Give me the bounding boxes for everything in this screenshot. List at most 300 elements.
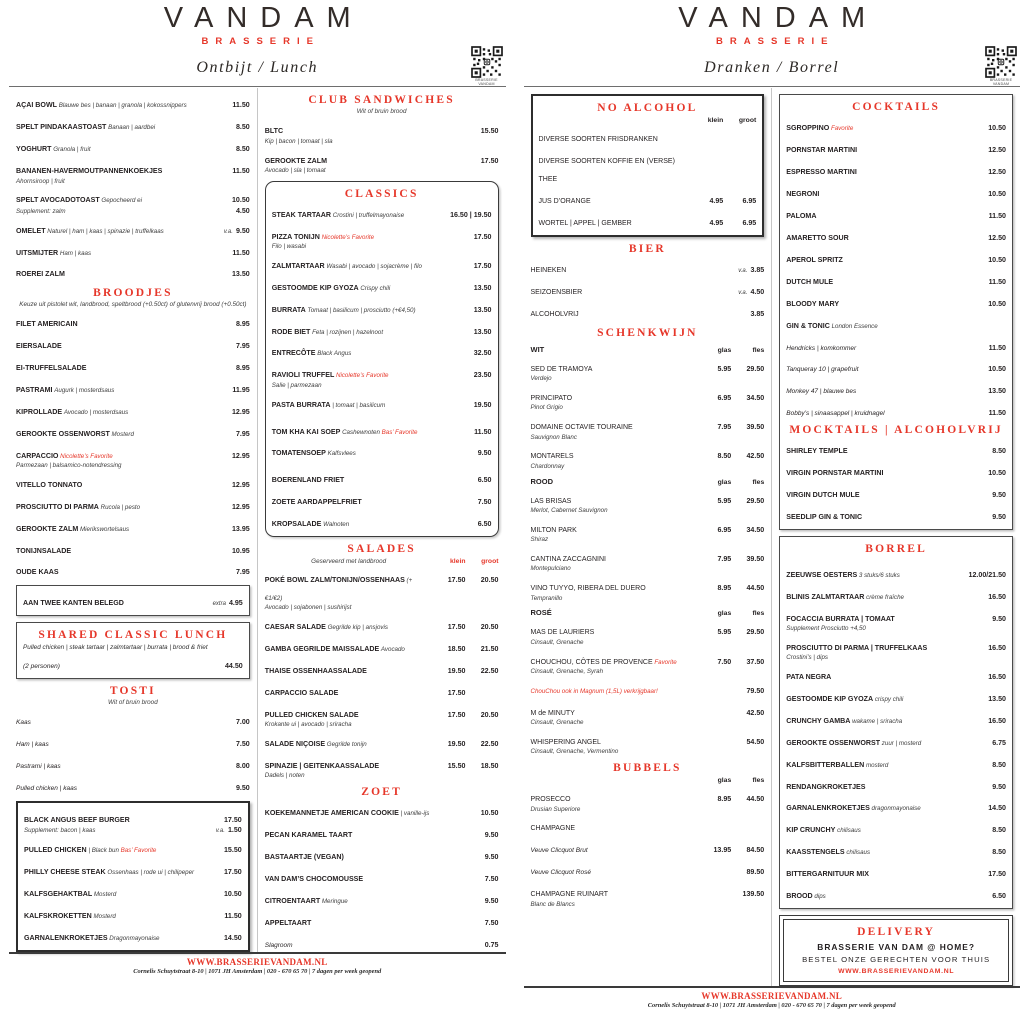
header-divider <box>9 86 506 87</box>
menu-item <box>531 817 765 835</box>
item-price: 42.50 <box>731 710 764 718</box>
menu-item <box>16 540 250 558</box>
item-subline <box>265 605 499 612</box>
item-name: BLTC <box>265 127 283 135</box>
item-price: 10.50 <box>988 257 1006 265</box>
item-name: Veuve Clicquot Rosé <box>531 869 591 876</box>
item-subline <box>531 508 765 515</box>
item-price: 4.95 <box>690 220 723 228</box>
item-sub-desc: Supplement: bacon | kaas <box>24 828 213 835</box>
menu-item <box>24 839 242 857</box>
item-name: M de MINUTY <box>531 710 575 717</box>
item-name: SPELT PINDAKAASTOAST <box>16 123 106 131</box>
menu-item <box>786 732 1006 750</box>
item-subline <box>265 139 499 146</box>
item-price: 17.50 <box>224 869 242 877</box>
item-price: 9.50 <box>485 832 499 840</box>
item-price: 6.50 <box>478 521 492 529</box>
item-name: PHILLY CHEESE STEAK <box>24 868 106 876</box>
item-price: 5.95 <box>698 498 731 506</box>
item-name: PALOMA <box>786 212 816 220</box>
menu-item <box>786 358 1006 376</box>
item-name: EI-TRUFFELSALADE <box>16 364 87 372</box>
item-price: 29.50 <box>731 366 764 374</box>
item-price: 42.50 <box>731 453 764 461</box>
footer-divider <box>9 952 506 954</box>
item-sub-desc: Chardonnay <box>531 464 765 471</box>
item-price: 39.50 <box>731 424 764 432</box>
column-left <box>524 88 772 986</box>
qr-code-icon <box>472 47 502 77</box>
menu-item <box>786 608 1006 626</box>
item-desc: | vanille-ijs <box>399 810 430 817</box>
item-price: 6.50 <box>992 893 1006 901</box>
menu-item <box>786 484 1006 502</box>
item-name: KIPROLLADE <box>16 408 62 416</box>
menu-item <box>265 704 499 722</box>
menu-line: Pulled chicken | steak tartaar | zalmtartaar | burrata | brood & friet <box>23 644 243 652</box>
price-columns-header <box>531 608 765 617</box>
item-subline <box>531 566 765 573</box>
menu-section <box>531 327 765 339</box>
item-price: 17.50 <box>474 263 492 271</box>
item-price: 1.50 <box>228 827 242 835</box>
item-name: CHAMPAGNE RUINART <box>531 891 609 898</box>
item-price: 0.75 <box>485 942 499 950</box>
item-price: 19.50 <box>433 668 466 676</box>
menu-item <box>531 358 765 376</box>
item-price: 4.95 <box>690 198 723 206</box>
item-name: YOGHURT <box>16 145 51 153</box>
item-subline <box>531 720 765 727</box>
section-title: BROODJES <box>16 287 250 299</box>
item-price: 15.50 <box>433 763 466 771</box>
menu-item <box>265 120 499 138</box>
menu-item <box>531 702 765 720</box>
item-sub-desc: Shiraz <box>531 537 765 544</box>
item-name: BLOODY MARY <box>786 300 839 308</box>
item-price: 5.95 <box>698 366 731 374</box>
menu-item <box>24 927 242 945</box>
item-price: 12.00/21.50 <box>969 572 1006 580</box>
menu-item <box>265 890 499 908</box>
menu-section <box>16 94 250 281</box>
menu-section <box>531 345 765 471</box>
item-favorite: Favorite <box>829 125 853 132</box>
menu-item <box>265 616 499 634</box>
section-title: TOSTI <box>16 685 250 697</box>
item-name: PASTA BURRATA <box>272 401 331 409</box>
menu-item <box>16 379 250 397</box>
menu-item <box>786 183 1006 201</box>
item-price: 32.50 <box>474 350 492 358</box>
item-name: ZALMTARTAAR <box>272 262 325 270</box>
menu-item <box>786 117 1006 135</box>
item-subline <box>531 435 765 442</box>
menu-box <box>16 801 250 952</box>
item-subline <box>531 749 765 756</box>
item-sub-desc: Ahornsiroop | fruit <box>16 179 250 186</box>
item-name: CARPACCIO SALADE <box>265 689 339 697</box>
item-price: 13.50 <box>232 271 250 279</box>
item-sub-desc: Crostini’s | dips <box>786 655 1006 662</box>
menu-item <box>786 710 1006 728</box>
item-price: 12.50 <box>988 235 1006 243</box>
item-price: 6.95 <box>698 527 731 535</box>
item-desc: | Black bun <box>87 847 119 854</box>
item-name: BANANEN-HAVERMOUTPANNENKOEKJES <box>16 167 162 175</box>
menu-item <box>272 299 492 317</box>
menu-section <box>265 786 499 951</box>
item-subline <box>531 640 765 647</box>
item-name: VINO TUYYO, RIBERA DEL DUERO <box>531 585 646 592</box>
section-title: SALADES <box>265 543 499 555</box>
item-price: 10.50 <box>988 366 1006 374</box>
column-right <box>257 88 506 951</box>
menu-item <box>786 819 1006 837</box>
menu-item <box>272 469 492 487</box>
price-col-label: fles <box>731 479 764 486</box>
item-subline <box>272 244 492 251</box>
item-sub-desc: Parmezaan | balsamico-notendressing <box>16 463 250 470</box>
menu-item <box>23 655 243 673</box>
item-price: 6.95 <box>723 220 756 228</box>
menu-line: WWW.BRASSERIEVANDAM.NL <box>790 968 1002 975</box>
menu-item <box>16 496 250 514</box>
item-price: 16.50 <box>988 674 1006 682</box>
item-name: AÇAI BOWL <box>16 101 57 109</box>
menu-box <box>16 622 250 679</box>
item-price: 18.50 <box>433 646 466 654</box>
item-price: 10.50 <box>988 125 1006 133</box>
item-sub-desc: Pinot Grigio <box>531 405 765 412</box>
price-columns-header <box>531 777 765 784</box>
menu-item <box>272 204 492 222</box>
item-price: 19.50 <box>433 741 466 749</box>
item-price: 16.50 | 19.50 <box>450 212 491 220</box>
section-title: CLASSICS <box>272 188 492 200</box>
page-ontbijt-lunch <box>0 0 515 728</box>
footer-website: WWW.BRASSERIEVANDAM.NL <box>524 991 1021 1001</box>
menu-item <box>24 883 242 901</box>
item-name: PIZZA TONIJN <box>272 233 320 241</box>
item-price: 12.95 <box>232 482 250 490</box>
menu-item <box>531 259 765 277</box>
menu-item <box>16 242 250 260</box>
item-name: PASTRAMI <box>16 386 53 394</box>
price-columns-header <box>531 477 765 486</box>
item-price: 139.50 <box>731 891 764 899</box>
menu-item <box>531 788 765 806</box>
item-name: VIRGIN PORNSTAR MARTINI <box>786 469 883 477</box>
item-desc: Mosterd <box>92 913 116 920</box>
menu-item <box>531 731 765 749</box>
item-price: 11.50 <box>989 345 1006 353</box>
menu-item <box>16 335 250 353</box>
qr-code-icon <box>986 47 1016 77</box>
menu-item <box>265 569 499 605</box>
item-sub-desc: Cinsault, Grenache <box>531 720 765 727</box>
item-sub-desc: Supplement: zalm <box>16 209 236 216</box>
item-name: KALFSKROKETTEN <box>24 912 92 920</box>
item-desc: Ossenhaas | rode ui | chilipeper <box>106 869 195 876</box>
item-price: 8.50 <box>992 849 1006 857</box>
item-desc: Meringue <box>320 898 348 905</box>
item-price-note: v.a. <box>738 268 747 275</box>
menu-item <box>272 513 492 531</box>
item-name: SEEDLIP GIN & TONIC <box>786 513 862 521</box>
item-desc: zuur | mosterd <box>880 740 921 747</box>
menu-item <box>786 271 1006 289</box>
item-name: SGROPPINO <box>786 124 829 132</box>
item-price: 4.50 <box>236 208 250 216</box>
item-name: Bobby’s | sinaasappel | kruidnagel <box>786 410 884 417</box>
item-name: AAN TWEE KANTEN BELEGD <box>23 599 124 607</box>
item-price: 16.50 <box>988 594 1006 602</box>
item-name: Veuve Clicquot Brut <box>531 847 588 854</box>
item-sub-desc: Krokante ui | avocado | sriracha <box>265 722 499 729</box>
item-price: 9.50 <box>992 492 1006 500</box>
item-price: 11.50 <box>474 429 491 437</box>
footer-contact-info: Cornelis Schuytstraat 8-10 | 1071 JH Amsterdam | 020 - 670 65 70 | 7 dagen per week geopend <box>524 1002 1021 1009</box>
item-name: ROEREI ZALM <box>16 270 65 278</box>
item-name: GEROOKTE ZALM <box>16 525 78 533</box>
menu-item <box>786 380 1006 398</box>
item-name: APEROL SPRITZ <box>786 256 843 264</box>
item-favorite: Favorite <box>653 659 677 666</box>
item-price: 89.50 <box>731 869 764 877</box>
item-price: 22.50 <box>466 741 499 749</box>
item-name: RODE BIET <box>272 328 311 336</box>
menu-item <box>16 189 250 207</box>
item-name: PATA NEGRA <box>786 673 831 681</box>
item-name: CHOUCHOU, CÔTES DE PROVENCE <box>531 659 653 666</box>
item-sub-desc: Tempranillo <box>531 596 765 603</box>
item-price-note: v.a. <box>738 290 747 297</box>
item-subline <box>265 168 499 175</box>
item-name: CITROENTAART <box>265 897 320 905</box>
page-dranken-borrel <box>515 0 1029 728</box>
price-col-label: groot <box>723 117 756 124</box>
item-price: 3.85 <box>750 311 764 319</box>
menu-item <box>265 868 499 886</box>
menu-columns <box>524 88 1021 986</box>
item-price: 15.50 <box>224 847 242 855</box>
qr-block <box>469 47 505 86</box>
item-desc: Augurk | mosterdsaus <box>53 387 115 394</box>
wine-type-label: ROOD <box>531 477 699 486</box>
column-left <box>9 88 257 951</box>
item-desc: Banaan | aardbei <box>106 124 155 131</box>
menu-box <box>16 585 250 616</box>
menu-item <box>786 227 1006 245</box>
item-name: RAVIOLI TRUFFEL <box>272 371 335 379</box>
menu-item <box>16 94 250 112</box>
item-price: 9.50 <box>485 898 499 906</box>
item-desc: Blauwe bes | banaan | granola | kokossnippers <box>57 102 187 109</box>
item-price: 29.50 <box>731 498 764 506</box>
item-price: 34.50 <box>731 395 764 403</box>
item-name: BLINIS ZALMTARTAAR <box>786 593 864 601</box>
menu-section <box>531 608 765 756</box>
page-footer <box>524 986 1021 1013</box>
item-name: ZEEUWSE OESTERS <box>786 571 857 579</box>
menu-section <box>531 762 765 908</box>
item-sub-desc: Blanc de Blancs <box>531 902 765 909</box>
item-name: OUDE KAAS <box>16 568 59 576</box>
section-title: DELIVERY <box>790 926 1002 938</box>
item-price: 9.50 <box>236 228 250 236</box>
item-desc: Mierikswortelsaus <box>78 526 129 533</box>
item-name: PRINCIPATO <box>531 395 573 402</box>
item-price: 12.50 <box>988 169 1006 177</box>
item-desc: Black Angus <box>316 350 352 357</box>
item-price: 14.50 <box>224 935 242 943</box>
price-col-label: fles <box>731 610 764 617</box>
item-name: SEIZOENSBIER <box>531 289 583 296</box>
item-desc: Ham | kaas <box>58 250 91 257</box>
menu-item <box>786 440 1006 458</box>
item-price: 8.50 <box>992 448 1006 456</box>
item-name: APPELTAART <box>265 919 312 927</box>
section-title: MOCKTAILS | ALCOHOLVRIJ <box>786 424 1006 436</box>
item-name: ZOETE AARDAPPELFRIET <box>272 498 362 506</box>
item-desc: Rucola | pesto <box>99 504 140 511</box>
item-price: 6.95 <box>723 198 756 206</box>
menu-item <box>16 755 250 773</box>
item-name: GESTOOMDE KIP GYOZA <box>272 284 359 292</box>
item-sub-desc: Avocado | sojabonen | sushirijst <box>265 605 499 612</box>
item-subline <box>531 537 765 544</box>
item-name: CARPACCIO <box>16 452 58 460</box>
item-subline <box>272 383 492 390</box>
item-desc: Mosterd <box>92 891 116 898</box>
wine-type-label: ROSÉ <box>531 608 699 617</box>
menu-item <box>23 592 243 610</box>
item-subline <box>786 626 1006 633</box>
item-desc: London Essence <box>830 323 878 330</box>
menu-line: BESTEL ONZE GERECHTEN VOOR THUIS <box>790 955 1002 964</box>
menu-item <box>531 548 765 566</box>
item-price: 17.50 <box>433 577 466 585</box>
menu-item <box>786 293 1006 311</box>
item-name: GAMBA GEGRILDE MAISSALADE <box>265 645 379 653</box>
item-price: 7.50 <box>485 876 499 884</box>
item-name: BASTAARTJE (VEGAN) <box>265 853 344 861</box>
item-name: Tanqueray 10 | grapefruit <box>786 366 858 373</box>
item-name: Kaas <box>16 719 31 726</box>
item-subline <box>531 464 765 471</box>
item-desc: Avocado | mosterdsaus <box>62 409 128 416</box>
item-sub-desc: Cinsault, Grenache <box>531 640 765 647</box>
item-subline <box>531 405 765 412</box>
price-col-label: glas <box>698 610 731 617</box>
menu-item <box>272 394 492 412</box>
section-title: SCHENKWIJN <box>531 327 765 339</box>
item-price: 11.50 <box>989 213 1006 221</box>
item-price: 12.95 <box>232 409 250 417</box>
item-name: BOERENLAND FRIET <box>272 476 345 484</box>
brand-title: VANDAM <box>9 3 506 33</box>
menu-line: BRASSERIE VAN DAM @ HOME? <box>790 942 1002 952</box>
menu-item <box>16 711 250 729</box>
menu-item <box>272 421 492 439</box>
item-favorite: Nicolette’s Favorite <box>334 372 388 379</box>
menu-section <box>16 287 250 579</box>
menu-item <box>531 303 765 321</box>
item-price: 17.50 <box>988 871 1006 879</box>
item-price: 17.50 <box>433 712 466 720</box>
section-title: NO ALCOHOL <box>539 102 757 114</box>
price-columns-header <box>265 558 499 565</box>
menu-item <box>531 445 765 463</box>
item-name: PULLED CHICKEN SALADE <box>265 711 359 719</box>
item-price: 13.50 <box>474 329 492 337</box>
item-price: 9.50 <box>992 616 1006 624</box>
item-name: DIVERSE SOORTEN FRISDRANKEN <box>539 136 658 143</box>
menu-item <box>539 128 757 146</box>
item-price: 17.50 <box>433 690 466 698</box>
menu-box <box>531 94 765 237</box>
item-desc: Gegrilde kip | ansjovis <box>326 624 388 631</box>
item-name: ALCOHOLVRIJ <box>531 311 579 318</box>
item-price: 8.95 <box>698 796 731 804</box>
item-price: 11.95 <box>232 387 249 395</box>
brand-title: VANDAM <box>524 3 1021 33</box>
menu-item <box>24 905 242 923</box>
item-price: 9.50 <box>478 450 492 458</box>
menu-item <box>16 116 250 134</box>
item-subline <box>16 208 250 216</box>
item-sub-desc: Filo | wasabi <box>272 244 492 251</box>
menu-section <box>265 94 499 174</box>
item-price: 17.50 <box>481 158 499 166</box>
menu-section <box>265 543 499 780</box>
item-price: 29.50 <box>731 629 764 637</box>
item-name: KALFSGEHAKTBAL <box>24 890 92 898</box>
menu-item <box>786 337 1006 355</box>
price-columns-header <box>531 345 765 354</box>
menu-item <box>786 315 1006 333</box>
item-name: WHISPERING ANGEL <box>531 739 601 746</box>
item-subline <box>265 722 499 729</box>
item-favorite: Nicolette’s Favorite <box>58 453 112 460</box>
item-name: LAS BRISAS <box>531 498 572 505</box>
price-col-label: groot <box>466 558 499 565</box>
item-desc: dips <box>813 893 826 900</box>
menu-section <box>531 243 765 321</box>
menu-item <box>265 660 499 678</box>
menu-item <box>786 161 1006 179</box>
menu-item <box>265 846 499 864</box>
item-price: 21.50 <box>466 646 499 654</box>
item-name: BITTERGARNITUUR MIX <box>786 870 869 878</box>
item-price: 13.95 <box>698 847 731 855</box>
item-price: 9.50 <box>992 514 1006 522</box>
item-name: ENTRECÔTE <box>272 349 316 357</box>
item-price: 13.95 <box>232 526 250 534</box>
menu-item <box>786 205 1006 223</box>
menu-item <box>531 577 765 595</box>
item-price: 10.50 <box>481 810 499 818</box>
item-price-note: extra <box>213 601 226 608</box>
menu-item <box>265 733 499 751</box>
menu-item <box>786 249 1006 267</box>
menu-item <box>531 416 765 434</box>
item-desc: | tomaat | basilicum <box>330 402 385 409</box>
menu-box <box>779 94 1013 529</box>
section-title: BIER <box>531 243 765 255</box>
